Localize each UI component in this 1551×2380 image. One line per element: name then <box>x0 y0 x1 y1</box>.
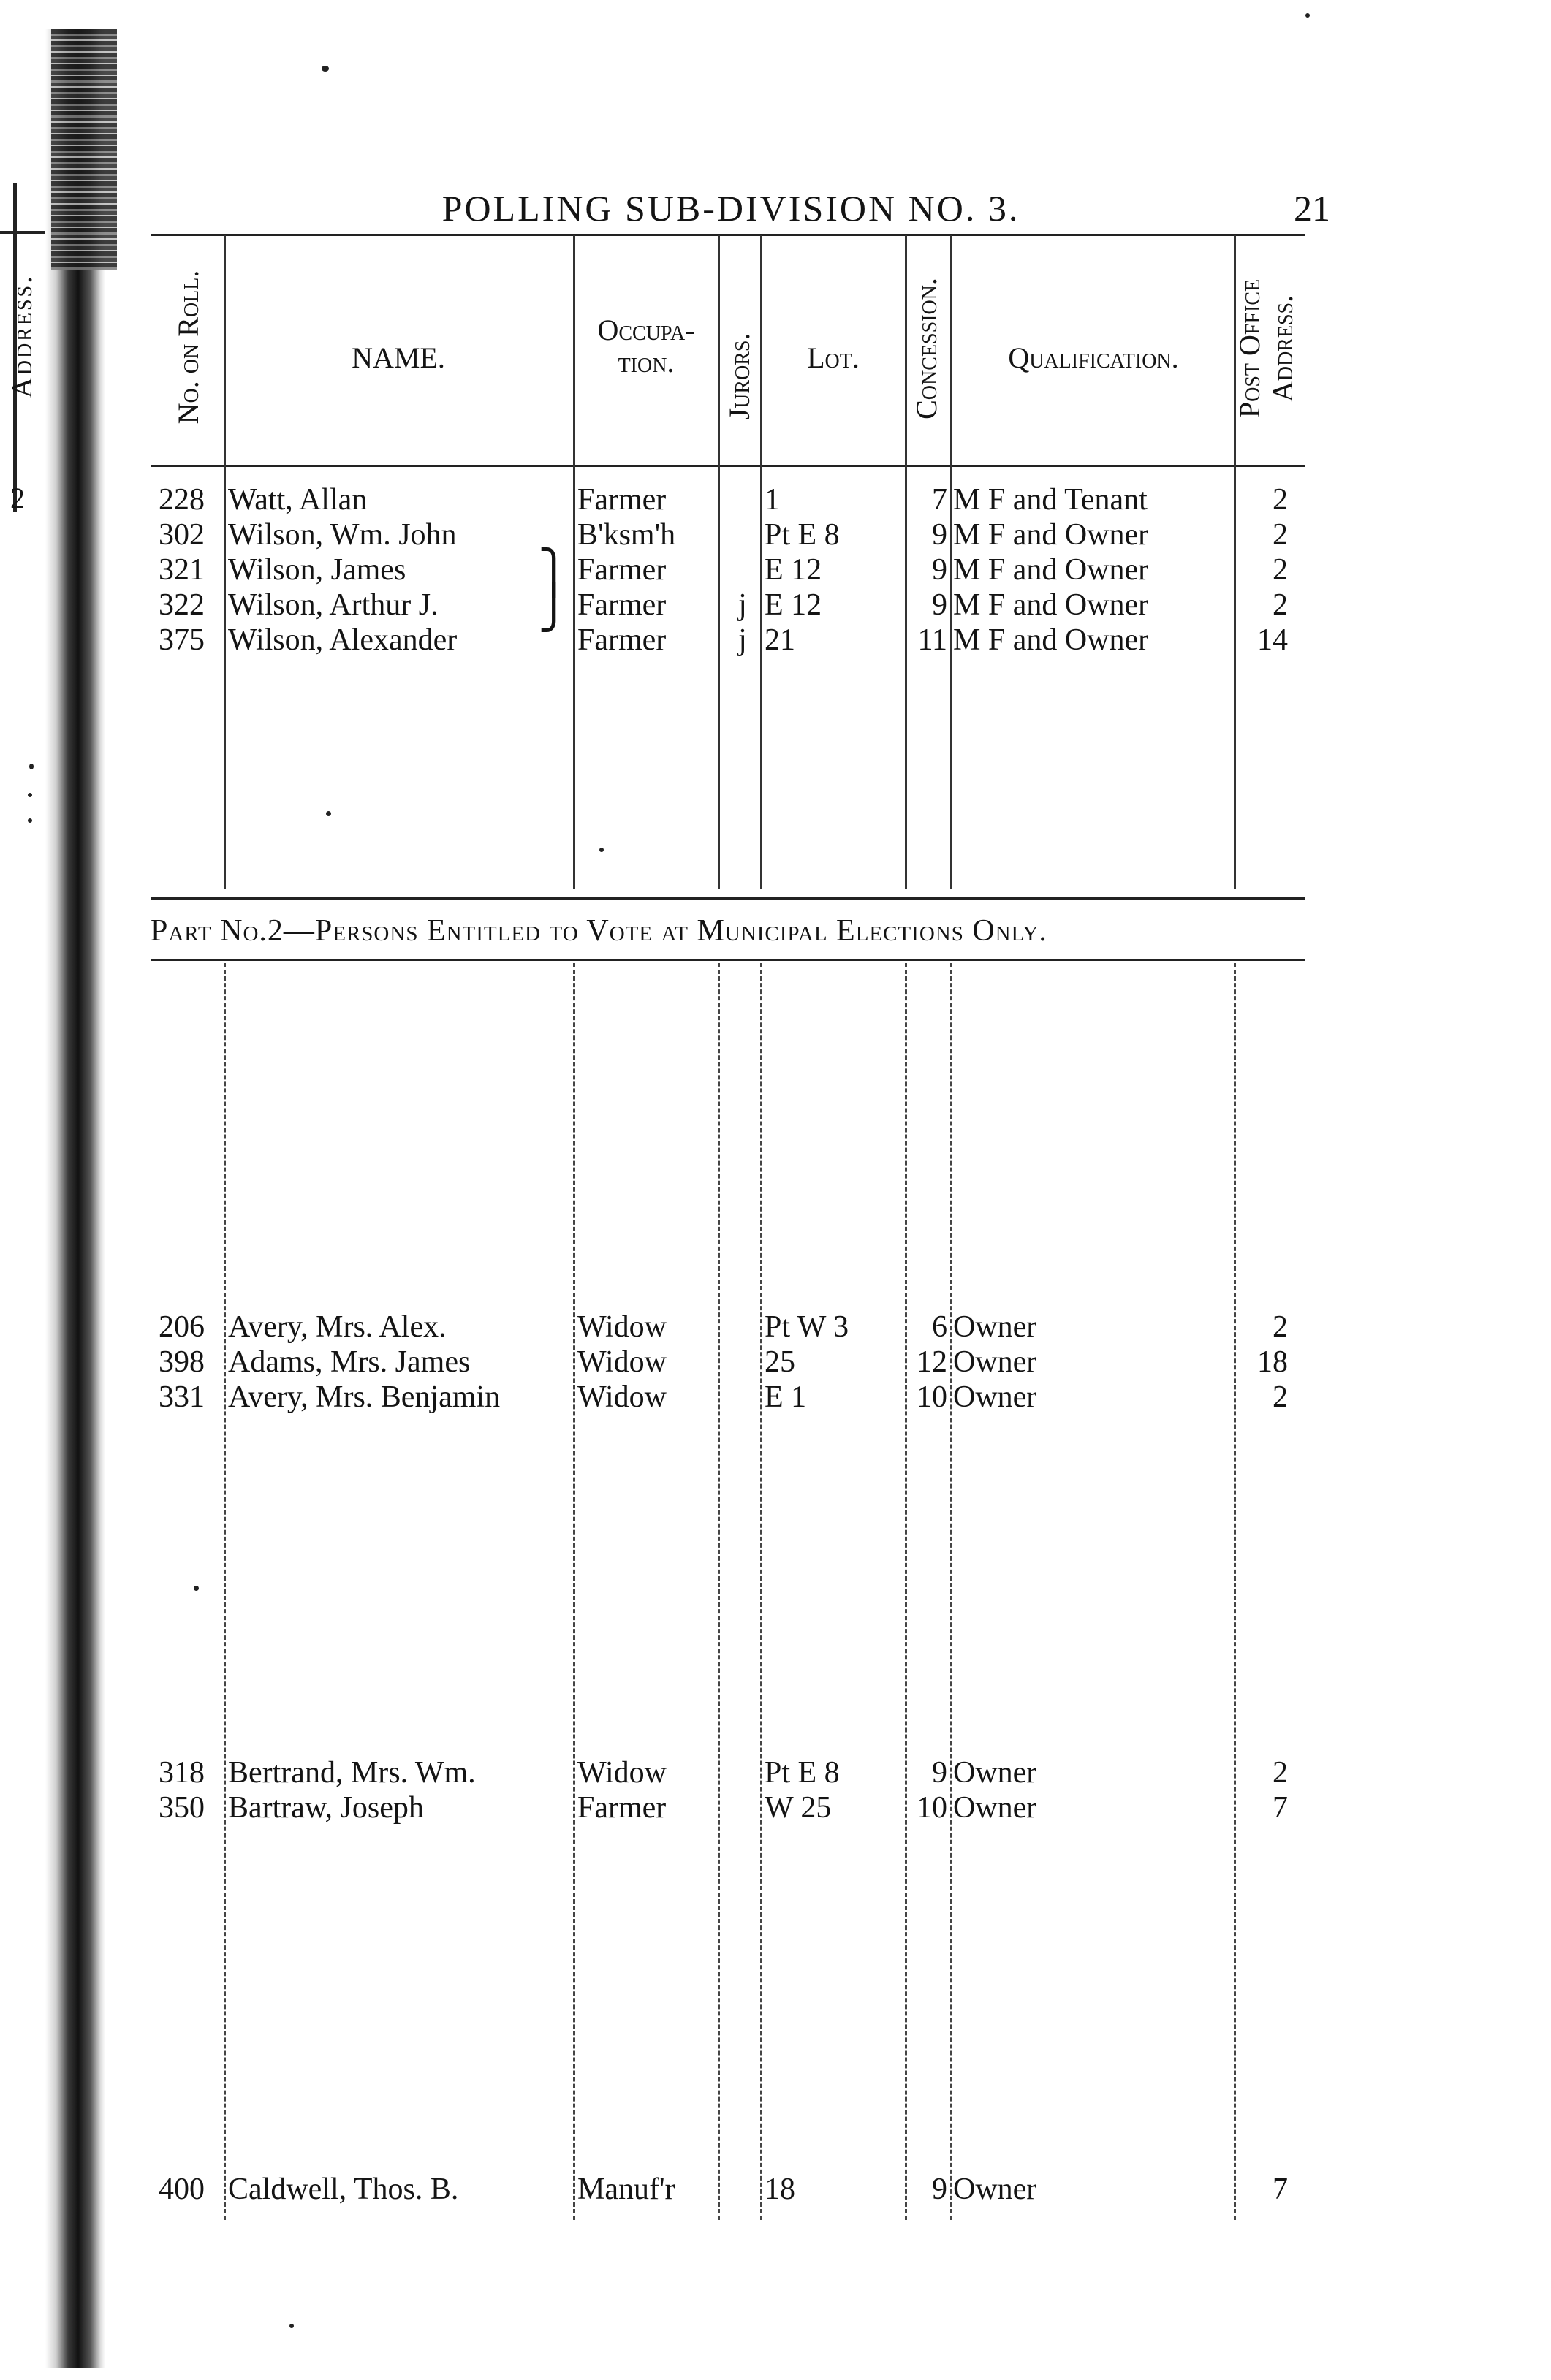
header-bottom-rule <box>151 465 1305 467</box>
cell-lot: Pt E 8 <box>765 1756 840 1790</box>
cell-roll: 350 <box>159 1791 205 1825</box>
column-rule-qualification-part2 <box>1234 963 1236 2220</box>
column-rule-jurors-part2 <box>760 963 762 2220</box>
cell-name: Wilson, James <box>228 553 406 587</box>
cell-lot: 21 <box>765 623 795 657</box>
column-header-occupation-line1: Occupa- <box>597 313 695 346</box>
cell-occupation: Farmer <box>577 483 667 517</box>
cell-name: Avery, Mrs. Alex. <box>228 1310 447 1344</box>
cell-occupation: Widow <box>577 1345 667 1379</box>
cell-lot: E 12 <box>765 588 822 622</box>
cell-qualification: Owner <box>953 1791 1037 1825</box>
cell-concession: 7 <box>932 483 947 517</box>
column-header-occupation-line2: tion. <box>618 346 675 379</box>
specks <box>326 811 331 816</box>
column-rule-roll-part2 <box>224 963 226 2220</box>
part-one-end-rule <box>151 897 1305 900</box>
column-rule-concession-part2 <box>950 963 952 2220</box>
column-header-post-office-line2: Address. <box>1266 294 1299 403</box>
previous-page-column-label: Address. <box>5 273 38 399</box>
column-header-post-office-line1: Post Office <box>1233 278 1266 419</box>
part-two-heading-rule <box>151 959 1305 961</box>
cell-name: Wilson, Wm. John <box>228 518 457 552</box>
cell-qualification: M F and Owner <box>953 518 1149 552</box>
page-number: 21 <box>1294 188 1330 229</box>
cell-lot: E 1 <box>765 1380 807 1414</box>
cell-lot: 1 <box>765 483 780 517</box>
column-header-lot: Lot. <box>807 341 860 374</box>
cell-name: Avery, Mrs. Benjamin <box>228 1380 501 1414</box>
column-header-roll: No. on Roll. <box>172 270 205 425</box>
cell-concession: 12 <box>917 1345 947 1379</box>
column-header-name: NAME. <box>352 341 445 374</box>
cell-lot: E 12 <box>765 553 822 587</box>
cell-roll: 318 <box>159 1756 205 1790</box>
cell-roll: 322 <box>159 588 205 622</box>
cell-name: Adams, Mrs. James <box>228 1345 471 1379</box>
cell-juror: j <box>738 623 747 657</box>
cell-name: Bertrand, Mrs. Wm. <box>228 1756 476 1790</box>
cell-occupation: Widow <box>577 1380 667 1414</box>
cell-roll: 400 <box>159 2172 205 2206</box>
cell-post-office: 2 <box>1273 588 1288 622</box>
right-brace-top: ⎫ <box>538 547 570 597</box>
cell-roll: 302 <box>159 518 205 552</box>
column-rule-roll <box>224 235 226 889</box>
cell-roll: 398 <box>159 1345 205 1379</box>
cell-concession: 10 <box>917 1380 947 1414</box>
cell-concession: 9 <box>932 518 947 552</box>
cell-occupation: Widow <box>577 1756 667 1790</box>
cell-occupation: Widow <box>577 1310 667 1344</box>
previous-page-number: 2 <box>10 482 25 514</box>
cell-name: Watt, Allan <box>228 483 368 517</box>
specks <box>194 1586 199 1591</box>
cell-roll: 228 <box>159 483 205 517</box>
cell-lot: 18 <box>765 2172 795 2206</box>
cell-occupation: Farmer <box>577 1791 667 1825</box>
cell-qualification: Owner <box>953 1756 1037 1790</box>
part-two-heading: Part No.2—Persons Entitled to Vote at Municipal Elections Only. <box>151 914 1047 948</box>
column-rule-concession <box>950 235 952 889</box>
column-rule-occupation-part2 <box>718 963 720 2220</box>
column-rule-jurors <box>760 235 762 889</box>
cell-concession: 10 <box>917 1791 947 1825</box>
cell-occupation: Farmer <box>577 588 667 622</box>
cell-qualification: M F and Owner <box>953 553 1149 587</box>
cell-qualification: Owner <box>953 1380 1037 1414</box>
book-spine-shadow <box>45 29 105 2368</box>
cell-concession: 6 <box>932 1310 947 1344</box>
cell-post-office: 18 <box>1257 1345 1288 1379</box>
cell-name: Wilson, Arthur J. <box>228 588 439 622</box>
column-header-concession: Concession. <box>910 278 943 419</box>
cell-occupation: Manuf'r <box>577 2172 675 2206</box>
specks <box>28 818 32 823</box>
cell-lot: W 25 <box>765 1791 832 1825</box>
cell-post-office: 2 <box>1273 1756 1288 1790</box>
column-header-jurors: Jurors. <box>723 332 756 420</box>
cell-name: Bartraw, Joseph <box>228 1791 424 1825</box>
header-top-rule <box>151 234 1305 236</box>
cell-name: Wilson, Alexander <box>228 623 458 657</box>
specks <box>322 66 329 72</box>
cell-post-office: 2 <box>1273 518 1288 552</box>
cell-post-office: 2 <box>1273 1380 1288 1414</box>
cell-post-office: 7 <box>1273 1791 1288 1825</box>
specks <box>289 2324 294 2328</box>
cell-roll: 206 <box>159 1310 205 1344</box>
cell-roll: 331 <box>159 1380 205 1414</box>
cell-post-office: 2 <box>1273 1310 1288 1344</box>
column-rule-name-part2 <box>573 963 575 2220</box>
specks <box>29 764 34 769</box>
cell-post-office: 14 <box>1257 623 1288 657</box>
cell-qualification: M F and Owner <box>953 588 1149 622</box>
cell-post-office: 2 <box>1273 553 1288 587</box>
cell-juror: j <box>738 588 747 622</box>
specks <box>28 793 32 797</box>
specks <box>1305 13 1310 18</box>
cell-roll: 321 <box>159 553 205 587</box>
specks <box>599 848 604 852</box>
cell-roll: 375 <box>159 623 205 657</box>
right-brace-bottom: ⎭ <box>538 582 570 632</box>
cell-concession: 11 <box>917 623 947 657</box>
column-rule-occupation <box>718 235 720 889</box>
cell-qualification: M F and Tenant <box>953 483 1148 517</box>
cell-occupation: Farmer <box>577 553 667 587</box>
cell-concession: 9 <box>932 588 947 622</box>
column-rule-name <box>573 235 575 889</box>
page-title: POLLING SUB-DIVISION NO. 3. <box>441 188 1020 229</box>
cell-concession: 9 <box>932 2172 947 2206</box>
cell-qualification: Owner <box>953 1345 1037 1379</box>
cell-lot: Pt W 3 <box>765 1310 849 1344</box>
cell-occupation: Farmer <box>577 623 667 657</box>
cell-qualification: M F and Owner <box>953 623 1149 657</box>
cell-lot: Pt E 8 <box>765 518 840 552</box>
cell-concession: 9 <box>932 553 947 587</box>
cell-post-office: 7 <box>1273 2172 1288 2206</box>
cell-qualification: Owner <box>953 2172 1037 2206</box>
book-spine-texture <box>51 29 117 270</box>
cell-qualification: Owner <box>953 1310 1037 1344</box>
column-rule-lot-part2 <box>905 963 907 2220</box>
cell-post-office: 2 <box>1273 483 1288 517</box>
column-header-qualification: Qualification. <box>1008 341 1179 374</box>
cell-lot: 25 <box>765 1345 795 1379</box>
cell-concession: 9 <box>932 1756 947 1790</box>
cell-occupation: B'ksm'h <box>577 518 676 552</box>
cell-name: Caldwell, Thos. B. <box>228 2172 459 2206</box>
